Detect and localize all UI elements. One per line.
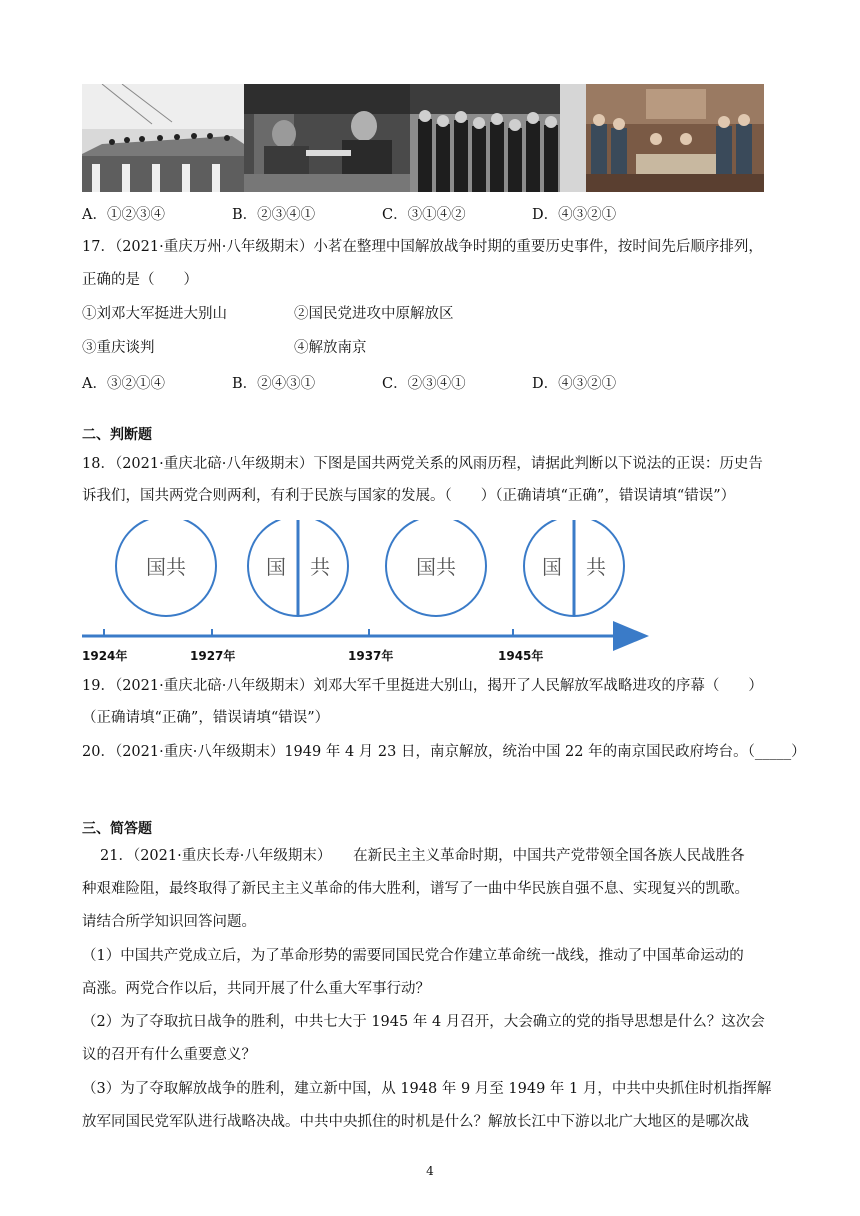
q21-stem-line2: 种艰难险阻，最终取得了新民主主义革命的伟大胜利，谱写了一曲中华民族自强不息、实现复兴的凯歌。: [82, 881, 749, 897]
q17-option-b: B．②④③①: [232, 376, 316, 392]
q17-item-4: ④解放南京: [294, 340, 367, 356]
section-judgment-title: 二、判断题: [82, 427, 152, 443]
q16-option-b: B．②③④①: [232, 207, 316, 223]
q17-option-d: D．④③②①: [532, 376, 617, 392]
circle-2-left-label: 国: [266, 555, 286, 579]
circle-2-right-label: 共: [310, 555, 330, 579]
q17-option-a: A．③②①④: [82, 376, 165, 392]
q16-option-c: C．③①④②: [382, 207, 466, 223]
year-label-1945: 1945年: [498, 649, 544, 663]
circle-1-label: 国共: [146, 555, 186, 579]
photo-3-crowd: [410, 84, 586, 192]
q17-stem-line2: 正确的是（ ）: [82, 272, 198, 288]
q18-stem-line2: 诉我们，国共两党合则两利，有利于民族与国家的发展。（ ）（正确请填“正确”，错误请填“错误”）: [82, 488, 736, 504]
q17-item-3: ③重庆谈判: [82, 340, 155, 356]
circle-3-label: 国共: [416, 555, 456, 579]
year-label-1937: 1937年: [348, 649, 394, 663]
photo-4-meeting-painting: [586, 84, 764, 192]
q21-part2-line1: （2）为了夺取抗日战争的胜利，中共七大于 1945 年 4 月召开，大会确立的党的指导思想是什么？这次会: [82, 1014, 765, 1030]
q21-stem-line1: 21．（2021·重庆长寿·八年级期末） 在新民主主义革命时期，中国共产党带领全国各族人民战胜各: [100, 848, 745, 864]
q17-item-2: ②国民党进攻中原解放区: [294, 306, 454, 322]
q17-stem-line1: 17．（2021·重庆万州·八年级期末）小茗在整理中国解放战争时期的重要历史事件，按时间先后顺序排列，: [82, 239, 763, 255]
q21-part2-line2: 议的召开有什么重要意义？: [82, 1047, 256, 1063]
kmt-cpc-timeline-diagram: [78, 520, 658, 670]
circle-4-left-label: 国: [542, 555, 562, 579]
q16-option-d: D．④③②①: [532, 207, 617, 223]
q21-part3-line2: 放军同国民党军队进行战略决战。中共中央抓住的时机是什么？解放长江中下游以北广大地区的是哪次战: [82, 1114, 749, 1130]
section-short-answer-title: 三、简答题: [82, 821, 152, 837]
q21-part1-line2: 高涨。两党合作以后，共同开展了什么重大军事行动？: [82, 981, 430, 997]
q16-option-a: A．①②③④: [82, 207, 165, 223]
q17-item-1: ①刘邓大军挺进大别山: [82, 306, 227, 322]
q17-option-c: C．②③④①: [382, 376, 466, 392]
photo-2-surrender-ceremony: [244, 84, 410, 192]
year-label-1924: 1924年: [82, 649, 128, 663]
q20-stem-line1: 20．（2021·重庆·八年级期末）1949 年 4 月 23 日，南京解放，统治中国 22 年的南京国民政府垮台。（_____）: [82, 744, 806, 760]
q18-stem-line1: 18．（2021·重庆北碚·八年级期末）下图是国共两党关系的风雨历程，请据此判断以下说法的正误：历史告: [82, 456, 763, 472]
q19-stem-line2: （正确请填“正确”，错误请填“错误”）: [82, 710, 330, 726]
q19-stem-line1: 19．（2021·重庆北碚·八年级期末）刘邓大军千里挺进大别山，揭开了人民解放军战略进攻的序幕（ ）: [82, 678, 763, 694]
q21-part3-line1: （3）为了夺取解放战争的胜利，建立新中国，从 1948 年 9 月至 1949 年 1 月，中共中央抓住时机指挥解: [82, 1081, 772, 1097]
circle-4-right-label: 共: [586, 555, 606, 579]
year-label-1927: 1927年: [190, 649, 236, 663]
page-number: 4: [426, 1164, 434, 1178]
q21-stem-line3: 请结合所学知识回答问题。: [82, 914, 256, 930]
photo-1-building-flags: [82, 84, 244, 192]
q21-part1-line1: （1）中国共产党成立后，为了革命形势的需要同国民党合作建立革命统一战线，推动了中国革命运动的: [82, 948, 744, 964]
